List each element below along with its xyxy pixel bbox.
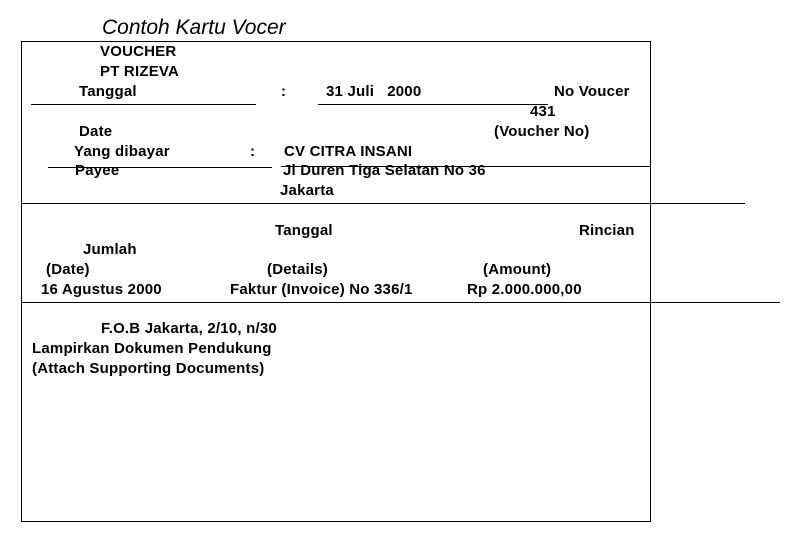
header-divider xyxy=(21,203,745,204)
payee-colon: : xyxy=(250,143,256,160)
frame-bottom-border xyxy=(21,521,651,522)
payee-label-en: Payee xyxy=(75,162,120,179)
tanggal-underline xyxy=(31,104,256,105)
column-header-date-en: (Date) xyxy=(46,261,90,278)
attach-documents-id: Lampirkan Dokumen Pendukung xyxy=(32,340,272,357)
payment-terms: F.O.B Jakarta, 2/10, n/30 xyxy=(101,320,277,337)
payee-label: Yang dibayar xyxy=(74,143,170,160)
date-label-en: Date xyxy=(79,123,113,140)
column-header-tanggal: Tanggal xyxy=(275,222,333,239)
company-name: PT RIZEVA xyxy=(100,63,180,80)
payee-address-line2: Jakarta xyxy=(280,182,334,199)
column-header-rincian: Rincian xyxy=(579,222,635,239)
detail-row-amount: Rp 2.000.000,00 xyxy=(467,281,582,298)
payee-name: CV CITRA INSANI xyxy=(284,143,413,160)
voucher-no-label-en: (Voucher No) xyxy=(494,123,590,140)
frame-right-border xyxy=(650,41,651,521)
detail-row-date: 16 Agustus 2000 xyxy=(41,281,162,298)
frame-top-border xyxy=(21,41,650,42)
voucher-no-label: No Voucer xyxy=(554,83,630,100)
tanggal-colon: : xyxy=(281,83,287,100)
column-header-details-en: (Details) xyxy=(267,261,328,278)
column-header-amount-en: (Amount) xyxy=(483,261,552,278)
column-header-jumlah: Jumlah xyxy=(83,241,137,258)
voucher-heading: VOUCHER xyxy=(100,43,177,60)
voucher-date: 31 Juli 2000 xyxy=(326,83,422,100)
attach-documents-en: (Attach Supporting Documents) xyxy=(32,360,265,377)
details-divider xyxy=(21,302,780,303)
document-title: Contoh Kartu Vocer xyxy=(102,16,286,39)
detail-row-description: Faktur (Invoice) No 336/1 xyxy=(230,281,413,298)
date-value-underline xyxy=(318,104,548,105)
tanggal-label: Tanggal xyxy=(79,83,137,100)
frame-left-border xyxy=(21,41,22,521)
payee-address-line1: Jl Duren Tiga Selatan No 36 xyxy=(283,162,486,179)
voucher-no-value: 431 xyxy=(530,103,556,120)
